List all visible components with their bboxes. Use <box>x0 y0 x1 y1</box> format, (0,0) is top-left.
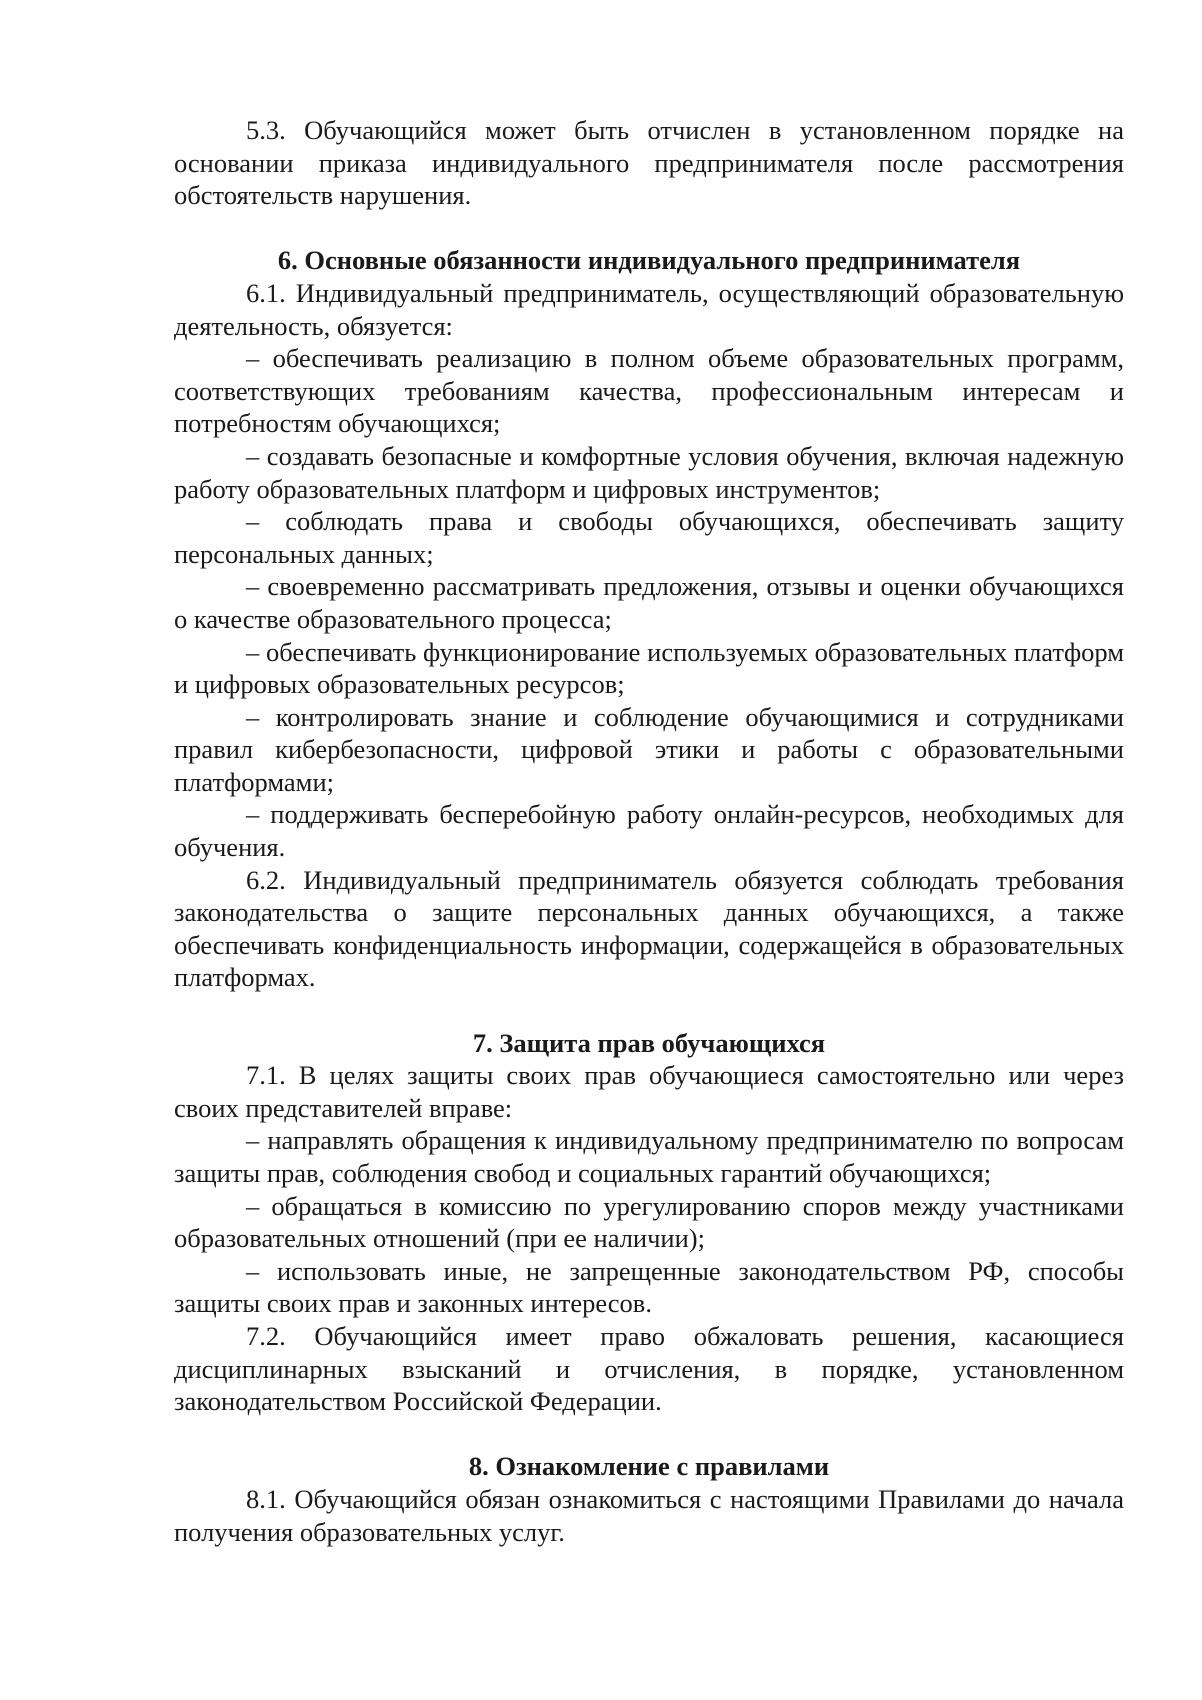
section-gap <box>174 212 1124 245</box>
section-6-heading: 6. Основные обязанности индивидуального предпринимателя <box>277 245 1021 276</box>
section-7-heading: 7. Защита прав обучающихся <box>472 1027 826 1058</box>
list-item: – поддерживать бесперебойную работу онлайн-ресурсов, необходимых для обучения. <box>174 799 1124 863</box>
paragraph-6-1: 6.1. Индивидуальный предприниматель, осуществляющий образовательную деятельность, обязуется: <box>174 277 1124 341</box>
list-item: – соблюдать права и свободы обучающихся, обеспечивать защиту персональных данных; <box>174 506 1124 569</box>
paragraph-8-1: 8.1. Обучающийся обязан ознакомиться с настоящими Правилами до начала получения образовательных услуг. <box>174 1483 1124 1547</box>
list-item: – обращаться в комиссию по урегулированию споров между участниками образовательных отношений (при ее наличии); <box>174 1190 1124 1254</box>
list-item: – использовать иные, не запрещенные законодательством РФ, способы защиты своих прав и законных интересов. <box>174 1255 1124 1319</box>
list-item: – направлять обращения к индивидуальному предпринимателю по вопросам защиты прав, соблюдения свобод и социальных гарантий обучающихся; <box>174 1125 1124 1188</box>
paragraph-6-2: 6.2. Индивидуальный предприниматель обязуется соблюдать требования законодательства о защите персональных данных обучающихся, а также обеспечивать конфиденциальность информации, содержащейся в образовательных платформах. <box>174 864 1124 993</box>
paragraph-5-3: 5.3. Обучающийся может быть отчислен в установленном порядке на основании приказа индивидуального предпринимателя после рассмотрения обстоятельств нарушения. <box>174 115 1124 211</box>
document-page <box>174 114 1124 1548</box>
list-item: – своевременно рассматривать предложения, отзывы и оценки обучающихся о качестве образовательного процесса; <box>174 571 1124 634</box>
list-item: – обеспечивать реализацию в полном объеме образовательных программ, соответствующих требованиям качества, профессиональным интересам и потребностям обучающихся; <box>174 343 1124 439</box>
section-gap <box>174 1418 1124 1451</box>
list-item: – создавать безопасные и комфортные условия обучения, включая надежную работу образовательных платформ и цифровых инструментов; <box>174 440 1124 504</box>
list-item: – обеспечивать функционирование используемых образовательных платформ и цифровых образовательных ресурсов; <box>174 636 1124 700</box>
list-item: – контролировать знание и соблюдение обучающимися и сотрудниками правил кибербезопасности, цифровой этики и работы с образовательными платформами; <box>174 701 1124 797</box>
paragraph-7-2: 7.2. Обучающийся имеет право обжаловать решения, касающиеся дисциплинарных взысканий и отчисления, в порядке, установленном законодательством Российской Федерации. <box>174 1320 1124 1417</box>
section-gap <box>174 994 1124 1027</box>
section-8-heading: 8. Ознакомление с правилами <box>468 1451 830 1482</box>
paragraph-7-1: 7.1. В целях защиты своих прав обучающиеся самостоятельно или через своих представителей вправе: <box>174 1060 1124 1123</box>
